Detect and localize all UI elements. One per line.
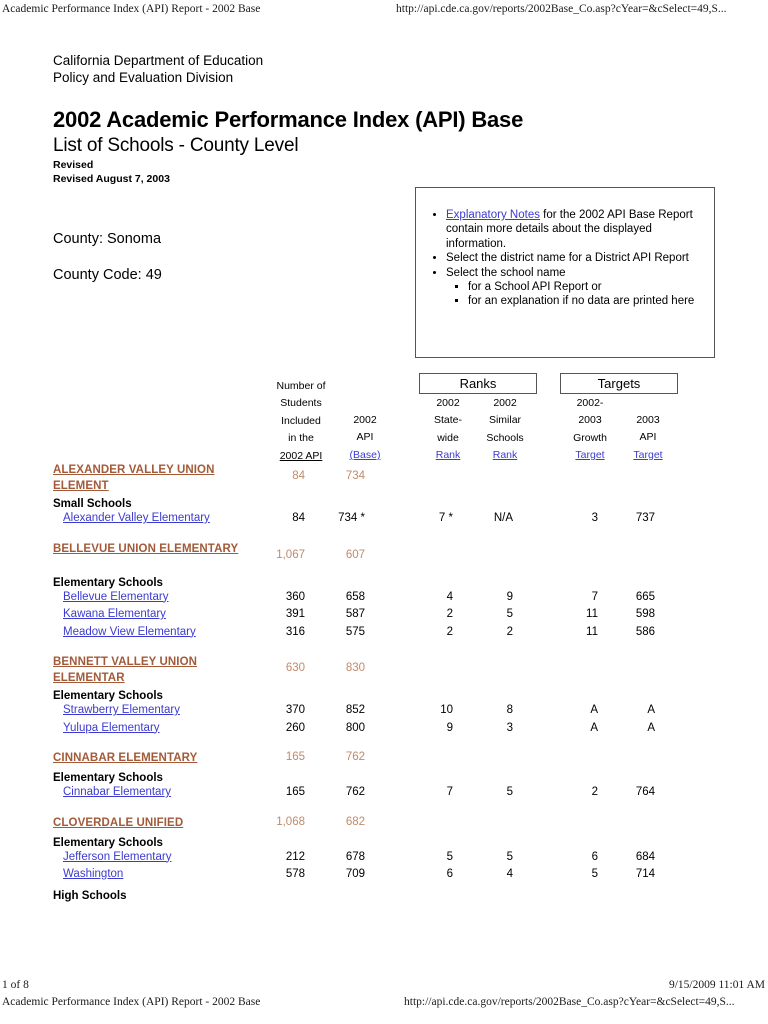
col-similar-l3: Schools	[486, 431, 524, 444]
school-name-cell	[63, 868, 123, 880]
targets-group-header: Targets	[560, 373, 678, 394]
col-growth-l1: 2002-	[576, 397, 604, 409]
district-row	[53, 542, 693, 573]
table-row	[53, 626, 693, 644]
agency-block	[53, 52, 263, 86]
school-name-cell	[63, 722, 160, 734]
section-label: Elementary Schools	[53, 772, 163, 784]
school-statewide-rank: 7	[446, 786, 453, 798]
school-students: 165	[285, 786, 305, 798]
table-row	[53, 786, 693, 804]
notes-subitem-a: ▪ for a School API Report or	[468, 280, 714, 294]
school-api-target: A	[647, 704, 655, 716]
col-header-api-target	[618, 412, 678, 464]
col-state-l2: State-	[433, 414, 462, 427]
explanatory-notes-box	[415, 187, 715, 358]
notes-item-3	[446, 266, 714, 309]
col-growth-l3: Growth	[573, 431, 607, 444]
school-similar-rank: N/A	[493, 512, 513, 524]
revised-block	[53, 159, 170, 186]
school-students: 578	[285, 868, 305, 880]
table-row	[53, 851, 693, 869]
print-header-title: Academic Performance Index (API) Report - 2002 Base	[2, 3, 261, 15]
district-students: 630	[285, 662, 305, 674]
district-students: 1,067	[276, 548, 305, 561]
school-api: 762	[345, 786, 365, 798]
school-statewide-rank: 2	[446, 608, 453, 620]
district-name-cell	[53, 542, 253, 558]
school-statewide-rank: 5	[446, 850, 453, 863]
district-students: 1,068	[276, 815, 305, 828]
school-students: 316	[285, 625, 305, 638]
col-header-api	[333, 412, 397, 464]
school-api: 575	[345, 625, 365, 638]
school-similar-rank: 5	[506, 786, 513, 798]
district-api: 682	[345, 815, 365, 828]
school-link[interactable]: Cinnabar Elementary	[63, 786, 172, 798]
school-students: 370	[285, 704, 305, 716]
col-students-l4: in the	[288, 432, 314, 445]
school-api: 852	[345, 704, 365, 716]
col-state-link[interactable]: Rank	[435, 449, 461, 462]
notes-subitem-b: ▪ for an explanation if no data are printed here	[468, 294, 714, 308]
col-similar-l2: Similar	[488, 414, 522, 427]
district-link[interactable]: BELLEVUE UNION ELEMENTARY	[53, 542, 239, 555]
notes-sublist	[446, 280, 714, 309]
notes-item-1	[446, 208, 714, 251]
col-growth-l2: 2003	[578, 414, 602, 427]
col-students-l3: Included	[281, 414, 321, 427]
table-row	[53, 512, 693, 530]
page-subtitle: List of Schools - County Level	[53, 135, 299, 156]
col-growth-link[interactable]: Target	[575, 449, 605, 462]
school-link[interactable]: Strawberry Elementary	[63, 704, 180, 716]
col-header-statewide-rank	[418, 395, 478, 465]
school-api-target: 598	[635, 608, 655, 620]
revised-line-1: Revised	[53, 159, 94, 171]
school-similar-rank: 8	[506, 704, 513, 716]
district-api: 830	[345, 662, 365, 674]
col-api-l1: 2002	[353, 414, 377, 426]
school-growth-target: 11	[586, 625, 598, 638]
school-similar-rank: 9	[506, 590, 513, 603]
school-api-target: 665	[635, 590, 655, 603]
col-similar-link[interactable]: Rank	[492, 449, 518, 462]
school-growth-target: 7	[591, 590, 598, 603]
school-link[interactable]: Meadow View Elementary	[63, 625, 196, 638]
col-api-l2: API	[356, 431, 374, 444]
row-spacer	[53, 739, 693, 751]
district-api: 734	[345, 470, 365, 482]
school-link[interactable]: Yulupa Elementary	[63, 721, 160, 734]
school-api-target: 586	[635, 625, 655, 638]
row-spacer	[53, 804, 693, 816]
district-row	[53, 463, 693, 494]
school-statewide-rank: 9	[446, 721, 453, 734]
school-api: 658	[345, 590, 365, 603]
school-name-cell	[63, 608, 166, 620]
school-students: 84	[292, 512, 305, 524]
col-api-link[interactable]: (Base)	[349, 448, 381, 461]
school-api-target: 684	[635, 850, 655, 863]
school-statewide-rank: 4	[446, 590, 453, 603]
school-growth-target: A	[590, 721, 598, 734]
agency-line-1: California Department of Education	[53, 53, 264, 68]
school-api: 678	[345, 850, 365, 863]
explanatory-notes-link[interactable]: Explanatory Notes	[446, 209, 540, 221]
school-api: 800	[345, 721, 365, 734]
ranks-group-header: Ranks	[419, 373, 537, 394]
district-row	[53, 655, 693, 686]
district-link[interactable]: ALEXANDER VALLEY UNION ELEMENT	[53, 464, 215, 492]
school-link[interactable]: Kawana Elementary	[63, 608, 166, 620]
col-state-l1: 2002	[436, 397, 460, 409]
col-target-l2: API	[639, 431, 657, 444]
district-api: 607	[345, 548, 365, 561]
district-link[interactable]: CINNABAR ELEMENTARY	[53, 752, 198, 764]
section-label: Elementary Schools	[53, 576, 163, 589]
notes-item-3-label: Select the school name	[446, 266, 566, 279]
school-api-target: A	[647, 721, 655, 734]
school-name-cell	[63, 704, 180, 716]
row-spacer	[53, 643, 693, 655]
notes-item-2: • Select the district name for a District API Report	[446, 251, 714, 265]
school-api-target: 764	[635, 786, 655, 798]
district-row	[53, 816, 693, 833]
notes-list	[416, 208, 714, 309]
district-name-cell	[53, 816, 253, 832]
school-api-target: 737	[635, 512, 655, 524]
school-similar-rank: 5	[506, 608, 513, 620]
district-students: 84	[292, 470, 305, 482]
schools-table	[53, 463, 693, 904]
col-state-l3: wide	[437, 431, 459, 444]
school-link[interactable]: Washington	[63, 868, 124, 880]
district-students: 165	[285, 751, 305, 763]
school-statewide-rank: 6	[446, 868, 453, 880]
footer-url: http://api.cde.ca.gov/reports/2002Base_Co.asp?cYear=&cSelect=49,S...	[404, 996, 735, 1008]
school-growth-target: 6	[591, 850, 598, 863]
school-api: 709	[345, 868, 365, 880]
section-label: Small Schools	[53, 498, 132, 510]
section-label: Elementary Schools	[53, 690, 163, 702]
district-name-cell	[53, 751, 253, 767]
col-header-similar-rank	[474, 395, 536, 465]
school-name-cell	[63, 512, 210, 524]
district-name-cell	[53, 655, 253, 686]
agency-line-2: Policy and Evaluation Division	[53, 70, 234, 85]
school-link[interactable]: Alexander Valley Elementary	[63, 512, 210, 524]
school-similar-rank: 5	[506, 850, 513, 863]
school-statewide-rank: 2	[446, 625, 453, 638]
table-row	[53, 608, 693, 626]
table-row	[53, 868, 693, 886]
county-name: County: Sonoma	[53, 231, 162, 247]
school-statewide-rank: 7 *	[438, 512, 453, 524]
col-similar-l1: 2002	[493, 397, 517, 409]
school-api: 734 *	[338, 512, 365, 524]
col-students-l5: 2002 API	[279, 449, 323, 462]
school-growth-target: A	[590, 704, 598, 716]
school-name-cell	[63, 851, 171, 863]
school-link[interactable]: Bellevue Elementary	[63, 590, 169, 603]
school-students: 391	[285, 608, 305, 620]
school-similar-rank: 3	[506, 721, 513, 734]
school-name-cell	[63, 591, 168, 603]
district-row	[53, 751, 693, 768]
footer-page-number: 1 of 8	[2, 979, 29, 991]
col-students-l1: Number of	[276, 380, 326, 392]
school-link[interactable]: Jefferson Elementary	[63, 850, 172, 863]
row-spacer	[53, 530, 693, 542]
school-name-cell	[63, 626, 196, 638]
school-growth-target: 5	[591, 868, 598, 880]
school-statewide-rank: 10	[440, 704, 453, 716]
print-header-url: http://api.cde.ca.gov/reports/2002Base_Co.asp?cYear=&cSelect=49,S...	[396, 3, 727, 15]
notes-item-1-rest: for the 2002 API Base Report contain more details about the displayed information.	[446, 209, 693, 250]
district-link[interactable]: CLOVERDALE UNIFIED	[53, 816, 184, 829]
page-title: 2002 Academic Performance Index (API) Base	[53, 107, 524, 132]
table-row	[53, 722, 693, 740]
school-students: 360	[285, 590, 305, 603]
col-target-link[interactable]: Target	[633, 448, 663, 461]
district-name-cell	[53, 463, 253, 494]
school-similar-rank: 4	[506, 868, 513, 880]
school-growth-target: 11	[586, 608, 598, 620]
footer-title: Academic Performance Index (API) Report - 2002 Base	[2, 996, 261, 1008]
section-label: Elementary Schools	[53, 836, 163, 849]
school-students: 260	[285, 721, 305, 734]
district-api: 762	[345, 751, 365, 763]
footer-timestamp: 9/15/2009 11:01 AM	[668, 979, 765, 991]
school-api: 587	[345, 608, 365, 620]
school-students: 212	[285, 850, 305, 863]
school-api-target: 714	[635, 868, 655, 880]
section-label: High Schools	[53, 889, 127, 902]
school-similar-rank: 2	[506, 625, 513, 638]
district-link[interactable]: BENNETT VALLEY UNION ELEMENTAR	[53, 656, 198, 684]
school-growth-target: 2	[591, 786, 598, 798]
col-students-l2: Students	[280, 397, 322, 410]
col-header-students	[264, 378, 338, 465]
table-row	[53, 704, 693, 722]
col-header-growth-target	[560, 395, 620, 465]
school-growth-target: 3	[591, 512, 598, 524]
revised-line-2: Revised August 7, 2003	[53, 172, 170, 185]
county-code: County Code: 49	[53, 267, 162, 283]
table-row	[53, 591, 693, 609]
col-target-l1: 2003	[636, 414, 660, 426]
school-name-cell	[63, 786, 171, 798]
